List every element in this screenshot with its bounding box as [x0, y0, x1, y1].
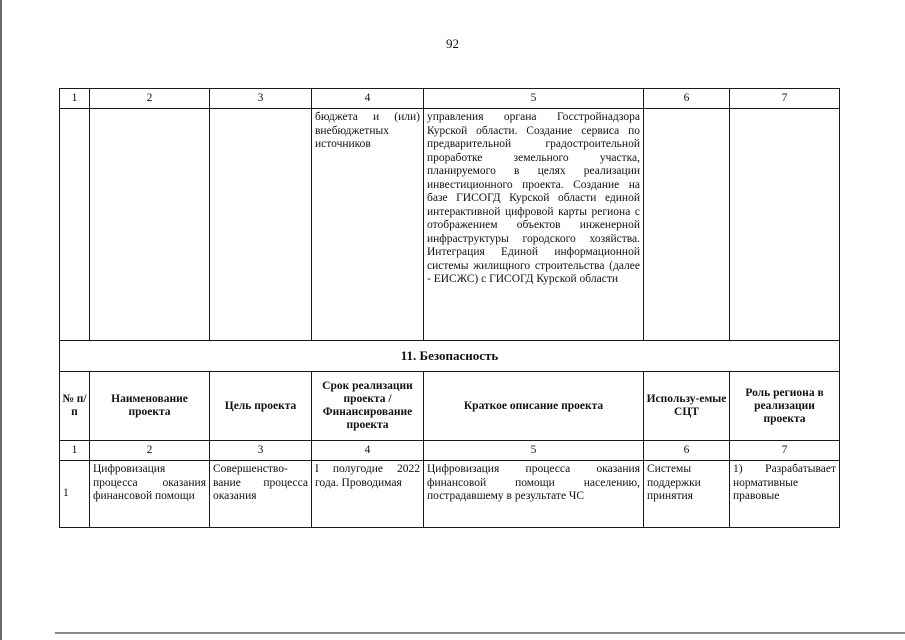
row-project-description: Цифровизация процесса оказания финансовой помощи населению, пострадавшему в результате ЧС: [424, 461, 644, 528]
column-number-cell: 1: [60, 441, 90, 461]
row-project-goal: Совершенство-вание процесса оказания: [210, 461, 312, 528]
column-number-cell: 2: [90, 441, 210, 461]
column-number-cell: 7: [730, 441, 840, 461]
column-number-cell: 4: [312, 441, 424, 461]
section-row: [60, 341, 840, 372]
cont-cell-num: [60, 109, 90, 341]
cont-cell-name: [90, 109, 210, 341]
column-number-cell: 1: [60, 89, 90, 109]
page-number: 92: [446, 36, 459, 51]
row-project-tech: Системы поддержки принятия: [644, 461, 730, 528]
column-number-cell: 6: [644, 441, 730, 461]
column-number-cell: 2: [90, 89, 210, 109]
section-title: 11. Безопасность: [60, 341, 840, 372]
cont-cell-financing: бюджета и (или) внебюджетных источников: [312, 109, 424, 341]
column-number-cell: 4: [312, 89, 424, 109]
cont-cell-role: [730, 109, 840, 341]
column-number-cell: 5: [424, 89, 644, 109]
row-project-name: Цифровизация процесса оказания финансовой помощи: [90, 461, 210, 528]
cont-cell-tech: [644, 109, 730, 341]
header-row: [60, 372, 840, 441]
header-description: Краткое описание проекта: [424, 372, 644, 441]
continued-project-row: [60, 109, 840, 341]
column-number-cell: 3: [210, 441, 312, 461]
header-role: Роль региона в реализации проекта: [730, 372, 840, 441]
header-goal: Цель проекта: [210, 372, 312, 441]
header-name: Наименование проекта: [90, 372, 210, 441]
row-number: 1: [60, 461, 90, 528]
projects-table: [59, 88, 840, 528]
header-tech: Использу-емые СЦТ: [644, 372, 730, 441]
column-number-cell: 6: [644, 89, 730, 109]
column-number-cell: 5: [424, 441, 644, 461]
row-project-role: 1) Разрабатывает нормативные правовые: [730, 461, 840, 528]
cont-cell-goal: [210, 109, 312, 341]
scan-edge-bottom: [55, 632, 905, 634]
row-project-term: I полугодие 2022 года. Проводимая: [312, 461, 424, 528]
column-number-row-2: [60, 441, 840, 461]
header-term: Срок реализации проекта / Финансирование проекта: [312, 372, 424, 441]
scan-edge-left: [0, 0, 2, 640]
column-number-cell: 3: [210, 89, 312, 109]
header-num: № п/п: [60, 372, 90, 441]
cont-cell-description: управления органа Госстройнадзора Курской области. Создание сервиса по предварительной градостроительной проработке земельного участка, планируемого в целях реализации инвестиционного проекта. Создание на базе ГИСОГД Курской области единой интерактивной цифровой карты региона с отображением объектов инженерной инфраструктуры городского хозяйства. Интеграция Единой информационной системы жилищного строительства (далее - ЕИСЖС) с ГИСОГД Курской области: [424, 109, 644, 341]
column-number-cell: 7: [730, 89, 840, 109]
column-number-row: [60, 89, 840, 109]
table-row: [60, 461, 840, 528]
